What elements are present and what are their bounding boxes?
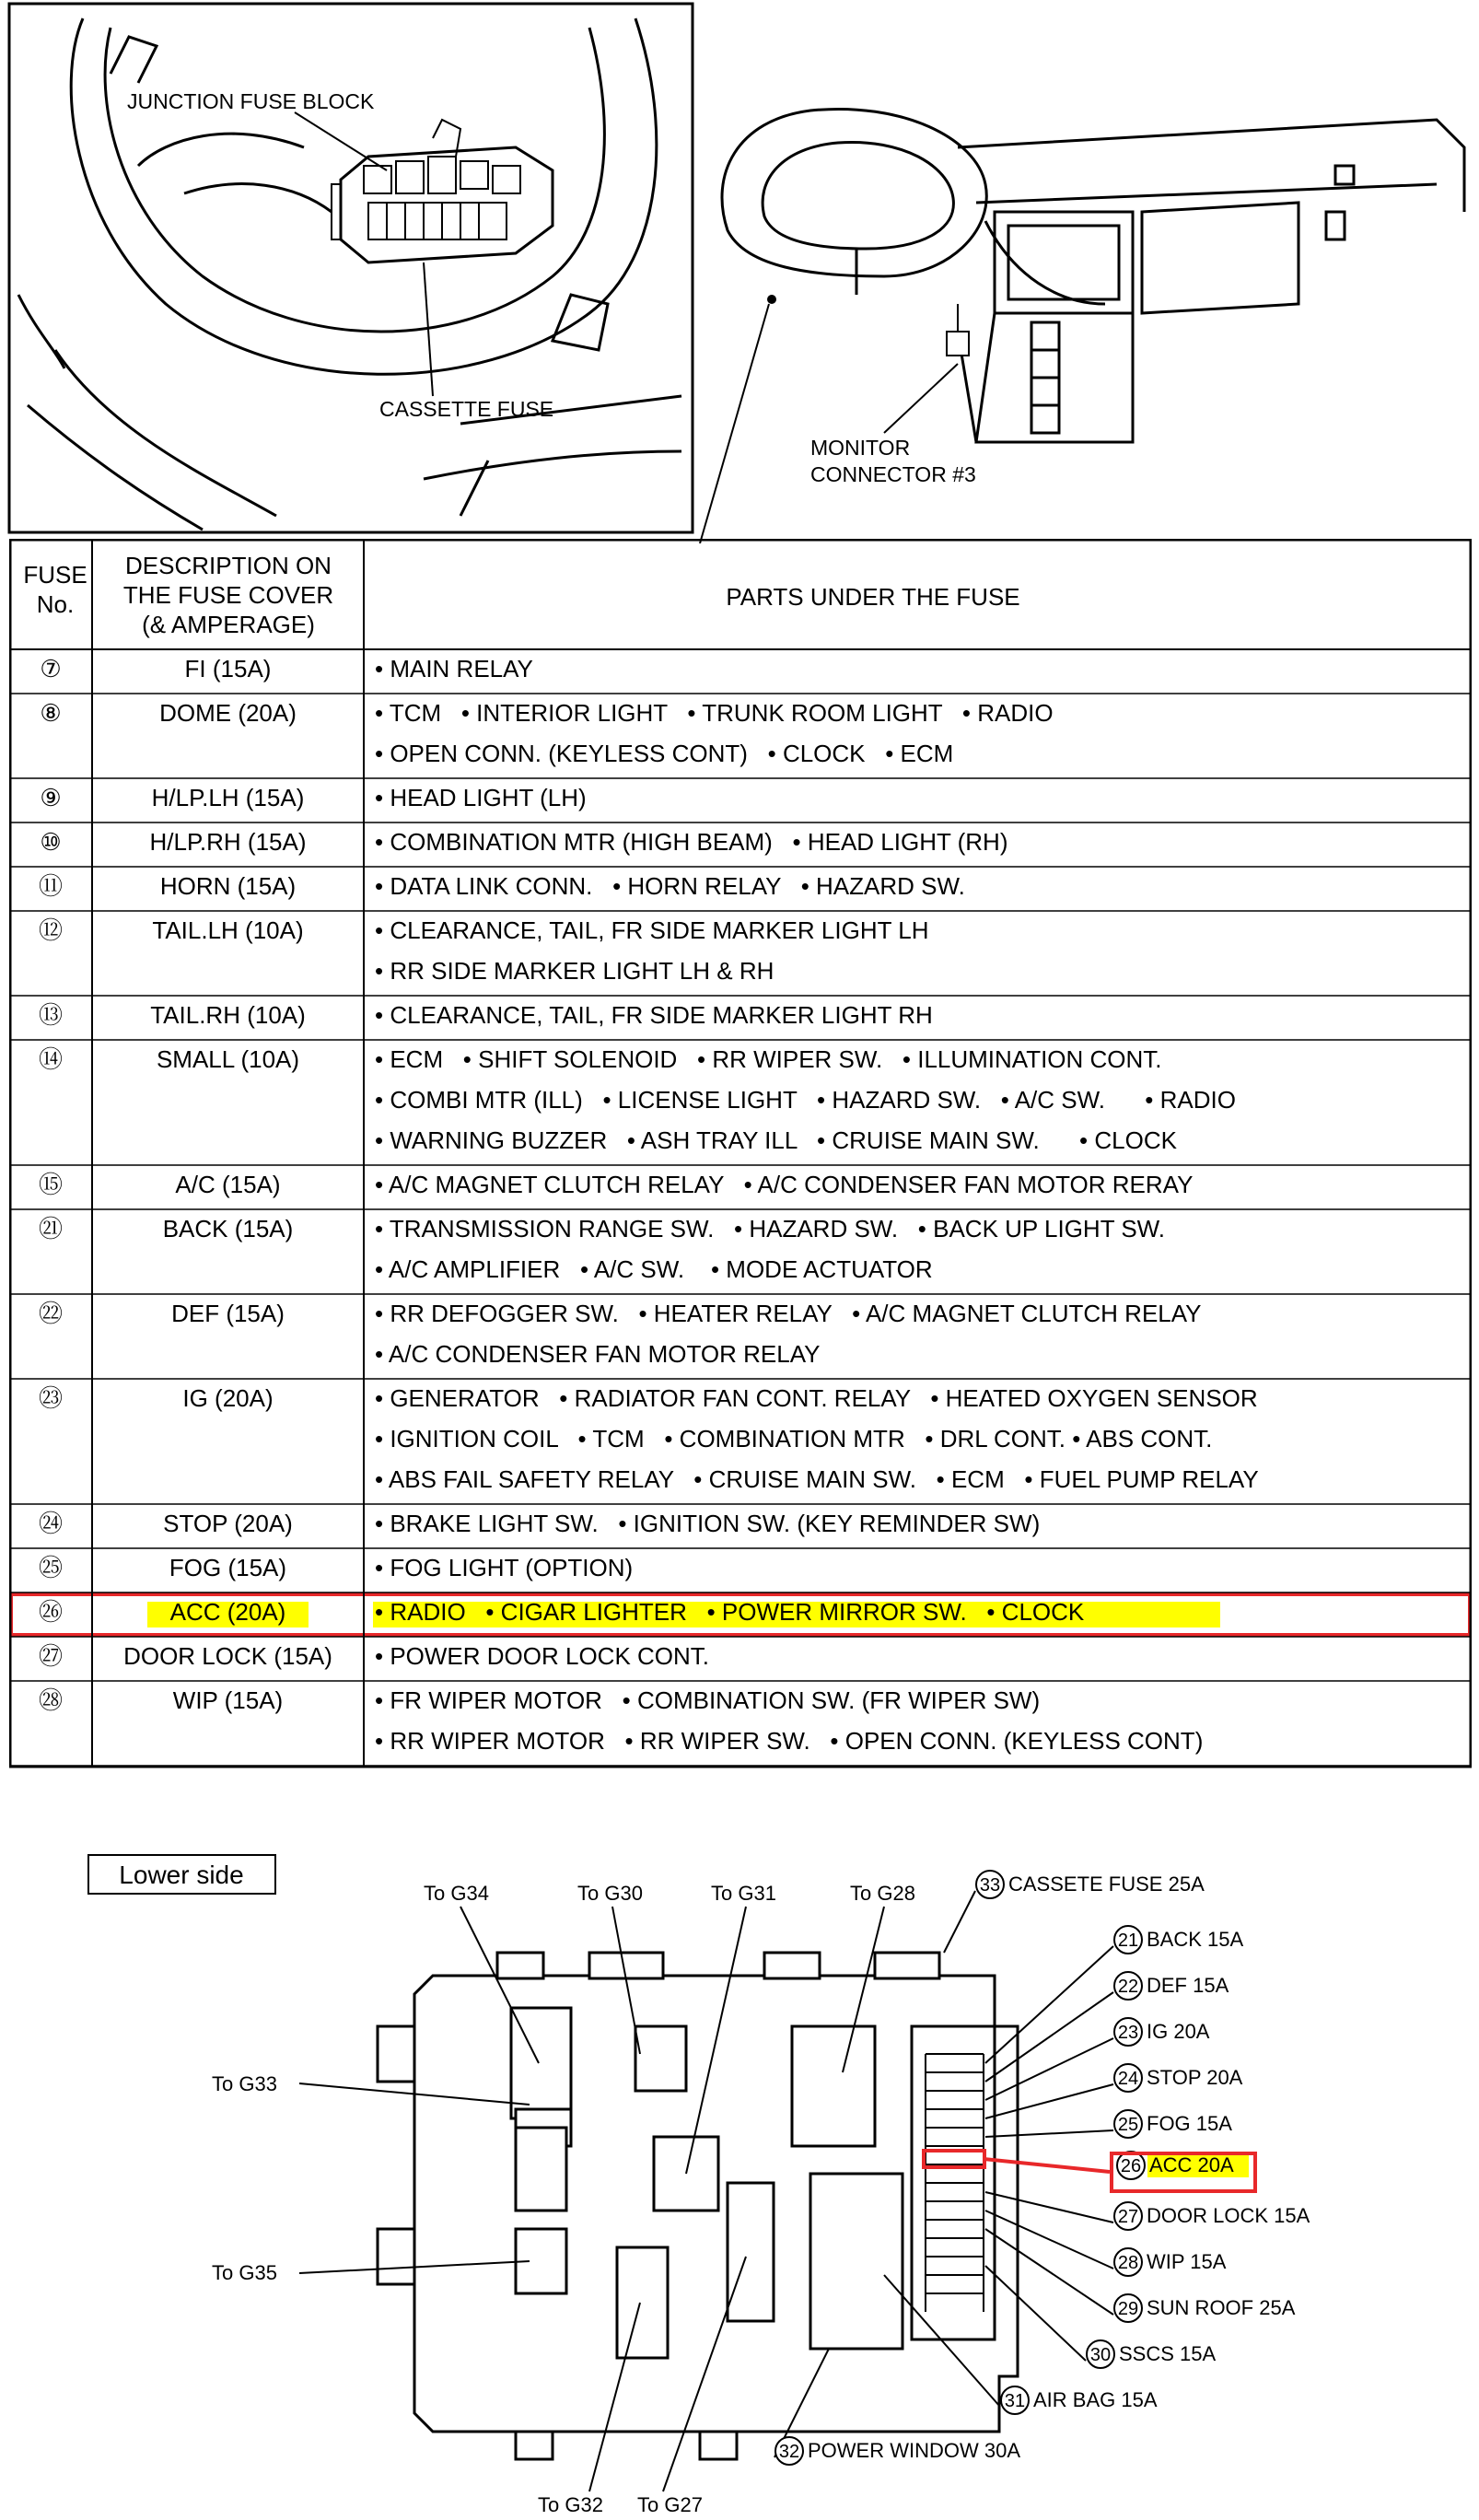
callout-label: DOOR LOCK 15A (1147, 2204, 1310, 2227)
cassette-fuse-label: CASSETTE FUSE (379, 397, 554, 421)
callout-number: 27 (1117, 2207, 1139, 2227)
fuse-number: ⑮ (38, 1171, 64, 1198)
callout-number: 24 (1117, 2069, 1139, 2089)
table-row (40, 784, 586, 811)
monitor-label-2: CONNECTOR #3 (810, 462, 976, 486)
table-row (40, 699, 1053, 767)
callout-label: STOP 20A (1147, 2066, 1243, 2089)
callout-number: 28 (1117, 2253, 1139, 2273)
parts-line: • RR SIDE MARKER LIGHT LH & RH (375, 957, 774, 985)
fuse-number: ㉗ (38, 1642, 64, 1670)
parts-line: • POWER DOOR LOCK CONT. (375, 1642, 710, 1670)
table-row (39, 1215, 1165, 1283)
to-g34-label: To G34 (424, 1882, 489, 1905)
parts-line: • A/C MAGNET CLUTCH RELAY • A/C CONDENSER FAN MOTOR RERAY (375, 1171, 1194, 1198)
table-row (39, 1554, 633, 1581)
inset-frame (9, 4, 693, 532)
parts-line: • WARNING BUZZER • ASH TRAY ILL • CRUISE MAIN SW. • CLOCK (375, 1126, 1177, 1154)
parts-line: • MAIN RELAY (375, 655, 533, 682)
fuse-callout (985, 2064, 1243, 2118)
callout-label: WIP 15A (1147, 2250, 1227, 2273)
parts-line: • GENERATOR • RADIATOR FAN CONT. RELAY • HEATED OXYGEN SENSOR (375, 1384, 1258, 1412)
to-g31-label: To G31 (711, 1882, 776, 1905)
table-row (39, 1642, 709, 1670)
callout-number: 32 (778, 2442, 800, 2462)
fuse-description: TAIL.RH (10A) (150, 1001, 306, 1029)
callout-leader-line (944, 1891, 975, 1953)
parts-line: • RR WIPER MOTOR • RR WIPER SW. • OPEN CONN. (KEYLESS CONT) (375, 1727, 1204, 1755)
fuse-description: A/C (15A) (175, 1171, 281, 1198)
table-body (11, 655, 1470, 1755)
header-desc-1: DESCRIPTION ON (125, 552, 332, 579)
fuse-callout (985, 2229, 1296, 2322)
fuse-description: DEF (15A) (171, 1300, 285, 1327)
to-g35-label: To G35 (212, 2261, 277, 2284)
parts-line: • CLEARANCE, TAIL, FR SIDE MARKER LIGHT LH (375, 916, 929, 944)
to-g30-label: To G30 (577, 1882, 643, 1905)
callout-number: 21 (1117, 1931, 1139, 1951)
lower-side-diagram (0, 1842, 1479, 2520)
dashboard-overview (722, 109, 1464, 442)
fuse-description: HORN (15A) (159, 872, 297, 900)
table-row (39, 1171, 1193, 1198)
callout-number: 26 (1120, 2156, 1142, 2176)
table-row (39, 1510, 1040, 1537)
fuse-description: BACK (15A) (162, 1215, 294, 1242)
parts-line: • COMBI MTR (ILL) • LICENSE LIGHT • HAZARD SW. • A/C SW. • RADIO (375, 1086, 1236, 1114)
fuse-description: SMALL (10A) (156, 1045, 300, 1073)
fuse-table (9, 539, 1472, 1838)
fuse-description: ACC (20A) (169, 1598, 286, 1626)
to-g27-label: To G27 (637, 2493, 703, 2516)
callout-label: FOG 15A (1147, 2112, 1232, 2135)
parts-line: • FOG LIGHT (OPTION) (375, 1554, 634, 1581)
parts-line: • COMBINATION MTR (HIGH BEAM) • HEAD LIGHT (RH) (375, 828, 1008, 856)
monitor-label-1: MONITOR (810, 436, 911, 460)
table-row (11, 1594, 1470, 1635)
fuse-number: ⑧ (40, 699, 62, 727)
parts-line: • TCM • INTERIOR LIGHT • TRUNK ROOM LIGHT • RADIO (375, 699, 1054, 727)
parts-line: • A/C CONDENSER FAN MOTOR RELAY (375, 1340, 821, 1368)
header-parts: PARTS UNDER THE FUSE (726, 583, 1020, 611)
parts-line: • ECM • SHIFT SOLENOID • RR WIPER SW. • ILLUMINATION CONT. (375, 1045, 1162, 1073)
parts-line: • RADIO • CIGAR LIGHTER • POWER MIRROR SW. • CLOCK (375, 1598, 1085, 1626)
fuse-number: ㉒ (38, 1300, 64, 1327)
table-row (40, 828, 1007, 856)
fuse-description: TAIL.LH (10A) (152, 916, 304, 944)
callout-number: 33 (979, 1875, 1001, 1896)
fuse-description: H/LP.RH (15A) (149, 828, 307, 856)
dashboard-illustration (0, 0, 1479, 543)
fuse-number: ㉖ (38, 1598, 64, 1626)
table-row (39, 872, 965, 900)
fuse-description: WIP (15A) (172, 1686, 284, 1714)
callout-label: AIR BAG 15A (1033, 2388, 1158, 2411)
fuse-number: ㉔ (38, 1510, 64, 1537)
callout-label: POWER WINDOW 30A (808, 2439, 1021, 2462)
table-row (39, 1384, 1259, 1493)
fuse-description: DOOR LOCK (15A) (123, 1642, 332, 1670)
parts-line: • IGNITION COIL • TCM • COMBINATION MTR • DRL CONT. • ABS CONT. (375, 1425, 1213, 1452)
fuse-callout (1117, 2152, 1249, 2179)
monitor-connector-drawing (947, 304, 969, 356)
lower-side-title: Lower side (119, 1861, 244, 1889)
table-row (40, 655, 533, 682)
callout-number: 22 (1117, 1977, 1139, 1997)
to-g33-label: To G33 (212, 2072, 277, 2095)
fuse-number: ㉕ (38, 1554, 64, 1581)
callout-label: ACC 20A (1149, 2153, 1234, 2176)
callout-label: IG 20A (1147, 2020, 1210, 2043)
callout-label: DEF 15A (1147, 1974, 1229, 1997)
callout-label: SUN ROOF 25A (1147, 2296, 1296, 2319)
fuse-number: ⑫ (38, 916, 64, 944)
callout-number: 30 (1089, 2345, 1112, 2365)
fuse-description: IG (20A) (182, 1384, 274, 1412)
fuse-number: ⑬ (38, 1001, 64, 1029)
parts-line: • TRANSMISSION RANGE SW. • HAZARD SW. • BACK UP LIGHT SW. (375, 1215, 1166, 1242)
parts-line: • HEAD LIGHT (LH) (375, 784, 587, 811)
parts-line: • BRAKE LIGHT SW. • IGNITION SW. (KEY REMINDER SW) (375, 1510, 1041, 1537)
callout-label: BACK 15A (1147, 1928, 1244, 1951)
callout-number: 25 (1117, 2115, 1139, 2135)
fuse-number: ㉘ (38, 1686, 64, 1714)
to-g28-label: To G28 (850, 1882, 915, 1905)
parts-line: • ABS FAIL SAFETY RELAY • CRUISE MAIN SW. • ECM • FUEL PUMP RELAY (375, 1465, 1259, 1493)
table-row (39, 1300, 1202, 1368)
fuse-number: ⑩ (40, 828, 62, 856)
table-row (39, 1686, 1203, 1755)
fuse-description: DOME (20A) (159, 699, 297, 727)
callout-number: 29 (1117, 2299, 1139, 2319)
header-desc-2: THE FUSE COVER (122, 581, 334, 609)
callout-label: SSCS 15A (1119, 2342, 1217, 2365)
fuse-number: ⑭ (38, 1045, 64, 1073)
fuse-description: STOP (20A) (163, 1510, 293, 1537)
parts-line: • A/C AMPLIFIER • A/C SW. • MODE ACTUATOR (375, 1255, 933, 1283)
table-row (39, 1001, 933, 1029)
callout-label: CASSETE FUSE 25A (1008, 1872, 1205, 1896)
parts-line: • CLEARANCE, TAIL, FR SIDE MARKER LIGHT RH (375, 1001, 933, 1029)
callout-number: 31 (1004, 2391, 1026, 2411)
header-fuse-no-2: No. (36, 590, 75, 618)
parts-line: • DATA LINK CONN. • HORN RELAY • HAZARD SW. (375, 872, 965, 900)
fuse-callout (985, 2192, 1310, 2230)
to-g32-label: To G32 (538, 2493, 603, 2516)
fuse-number: ㉓ (38, 1384, 64, 1412)
parts-line: • OPEN CONN. (KEYLESS CONT) • CLOCK • ECM (375, 740, 954, 767)
fuse-number: ⑦ (40, 655, 62, 682)
fuse-block-body (378, 1953, 1018, 2459)
fuse-description: FOG (15A) (169, 1554, 287, 1581)
fuse-callout (985, 2110, 1232, 2138)
fuse-description: H/LP.LH (15A) (151, 784, 305, 811)
fuse-number: ⑪ (38, 872, 64, 900)
junction-fuse-block-drawing (341, 120, 553, 262)
parts-line: • FR WIPER MOTOR • COMBINATION SW. (FR WIPER SW) (375, 1686, 1041, 1714)
callout-number: 23 (1117, 2023, 1139, 2043)
header-desc-3: (& AMPERAGE) (142, 611, 315, 638)
fuse-number: ㉑ (38, 1215, 64, 1242)
table-header (23, 552, 1019, 638)
table-row (39, 1045, 1236, 1154)
fuse-description: FI (15A) (184, 655, 272, 682)
header-fuse-no-1: FUSE (23, 561, 87, 589)
table-row (39, 916, 928, 985)
junction-fuse-block-label: JUNCTION FUSE BLOCK (127, 89, 375, 113)
fuse-number: ⑨ (40, 784, 62, 811)
parts-line: • RR DEFOGGER SW. • HEATER RELAY • A/C MAGNET CLUTCH RELAY (375, 1300, 1202, 1327)
